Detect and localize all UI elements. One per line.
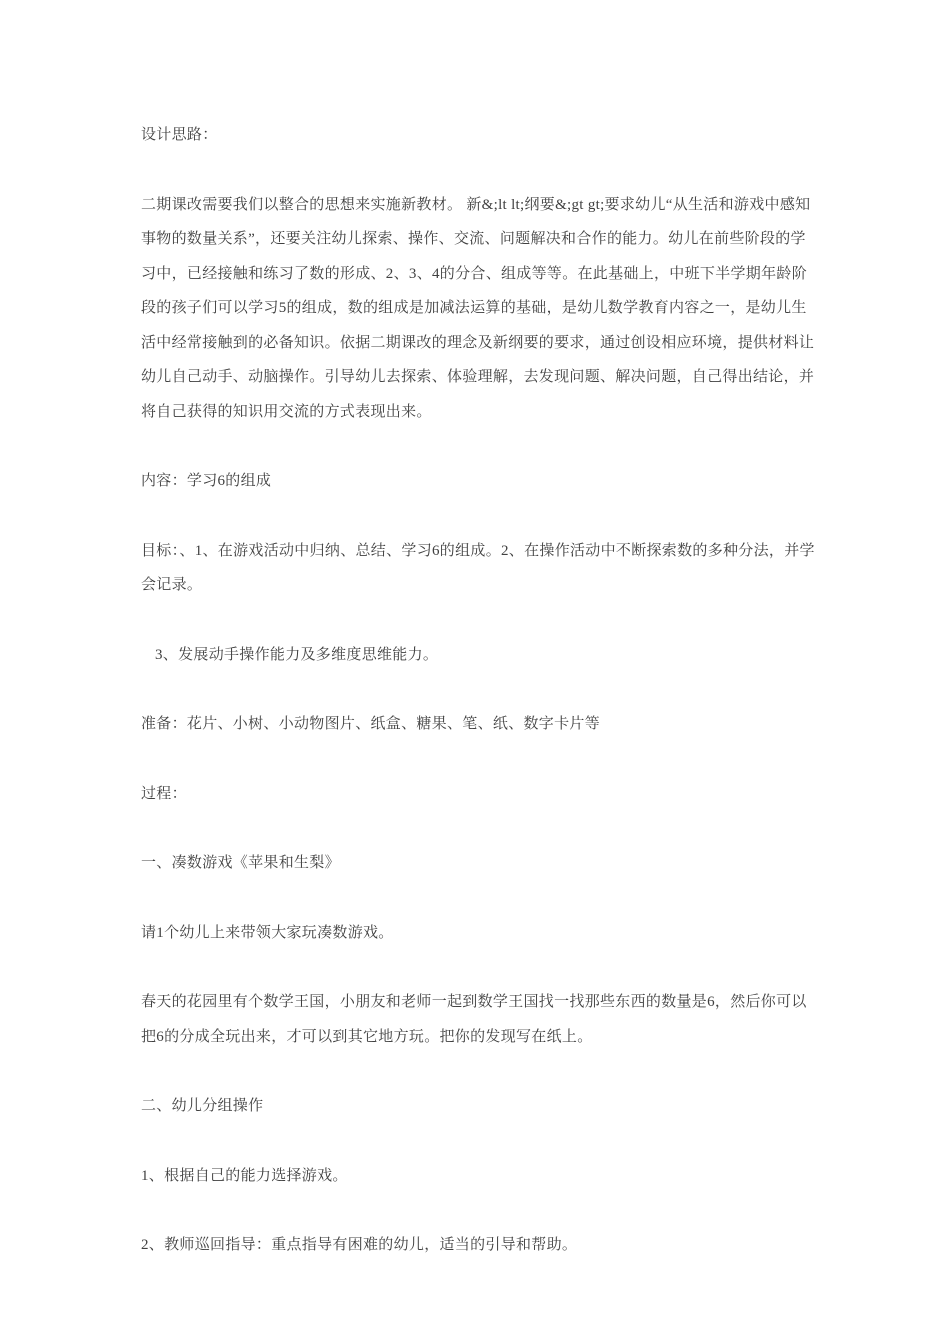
paragraph-content-line: 内容：学习6的组成 [141, 473, 272, 489]
paragraph-design-rationale: 二期课改需要我们以整合的思想来实施新教材。 新&;lt lt;纲要&;gt gt;要求幼儿“从生活和游戏中感知事物的数量关系”，还要关注幼儿探索、操作、交流、问题解决和合作的能力。幼儿在前些阶段的学习中，已经接触和练习了数的形成、2、3、4的分合、组成等等。在此基础上，中班下半学期年龄阶段的孩子们可以学习5的组成，数的组成是加减法运算的基础，是幼儿数学教育内容之一，是幼儿生活中经常接触到的必备知识。依据二期课改的理念及新纲要的要求，通过创设相应环境，提供材料让幼儿自己动手、动脑操作。引导幼儿去探索、体验理解，去发现问题、解决问题，自己得出结论，并将自己获得的知识用交流的方式表现出来。 [141, 196, 815, 420]
paragraph-design-title: 设计思路： [141, 127, 218, 143]
paragraph-goal-3: 3、发展动手操作能力及多维度思维能力。 [155, 646, 439, 663]
paragraph-process-title: 过程： [141, 785, 187, 802]
paragraph-step2-item1: 1、根据自己的能力选择游戏。 [141, 1167, 348, 1184]
paragraph-materials: 准备：花片、小树、小动物图片、纸盒、糖果、笔、纸、数字卡片等 [141, 716, 601, 732]
paragraph-step1-scenario: 春天的花园里有个数学王国，小朋友和老师一起到数学王国找一找那些东西的数量是6，然后你可以把6的分成全玩出来，才可以到其它地方玩。把你的发现写在纸上。 [141, 994, 807, 1045]
paragraph-goals: 目标：、1、在游戏活动中归纳、总结、学习6的组成。2、在操作活动中不断探索数的多种分法，并学会记录。 [141, 542, 815, 593]
paragraph-step2-item2: 2、教师巡回指导：重点指导有困难的幼儿，适当的引导和帮助。 [141, 1237, 578, 1253]
document-content [141, 118, 821, 1298]
paragraph-step1-invite: 请1个幼儿上来带领大家玩凑数游戏。 [141, 924, 394, 941]
paragraph-step2-title: 二、幼儿分组操作 [141, 1098, 264, 1114]
paragraph-step1-title: 一、凑数游戏《苹果和生梨》 [141, 855, 340, 871]
